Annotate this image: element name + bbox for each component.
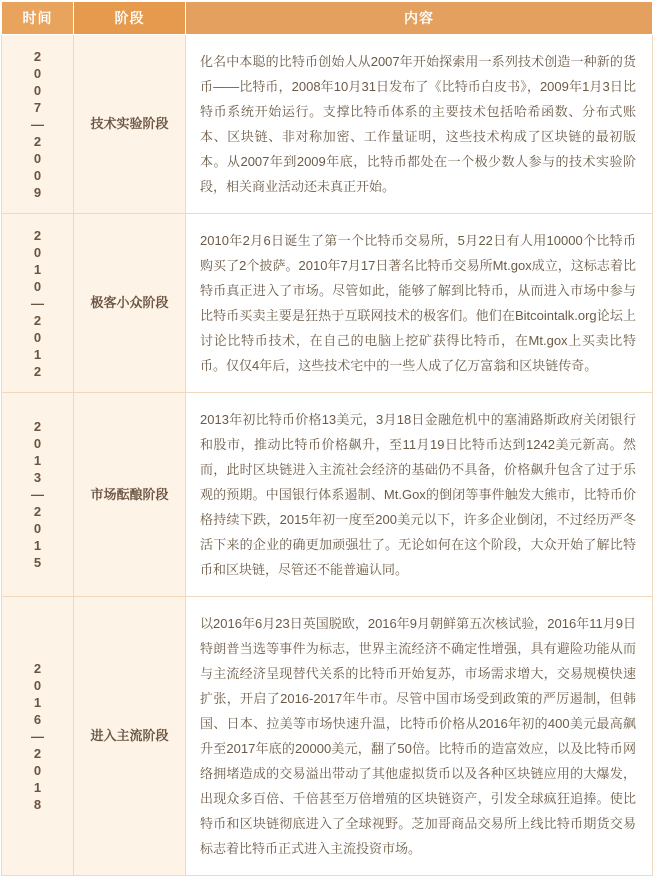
cell-content: 以2016年6月23日英国脱欧，2016年9月朝鲜第五次核试验，2016年11月9日特朗普当选等事件为标志，世界主流经济不确定性增强，具有避险功能从而与主流经济呈现替代关系的比特币开始复苏，市场需求增大，交易规模快速扩张，开启了2016-2017年牛市。尽管中国市场受到政策的严厉遏制，但韩国、日本、拉美等市场快速升温，比特币价格从2016年初的400美元最高飙升至2017年底的20000美元，翻了50倍。比特币的造富效应，以及比特币网络拥堵造成的交易溢出带动了其他虚拟货币以及各种区块链应用的大爆发，出现众多百倍、千倍甚至万倍增殖的区块链资产，引发全球疯狂追捧。使比特币和区块链彻底进入了全球视野。芝加哥商品交易所上线比特币期货交易标志着比特币正式进入主流投资市场。 xyxy=(186,597,653,876)
table-body xyxy=(2,35,653,876)
cell-stage: 进入主流阶段 xyxy=(74,597,186,876)
cell-content: 化名中本聪的比特币创始人从2007年开始探索用一系列技术创造一种新的货币——比特币，2008年10月31日发布了《比特币白皮书》，2009年1月3日比特币系统开始运行。支撑比特币体系的主要技术包括哈希函数、分布式账本、区块链、非对称加密、工作量证明，这些技术构成了区块链的最初版本。从2007年到2009年底，比特币都处在一个极少数人参与的技术实验阶段，相关商业活动还未真正开始。 xyxy=(186,35,653,214)
cell-stage: 极客小众阶段 xyxy=(74,214,186,393)
cell-time xyxy=(2,35,74,214)
time-value: 2013—2015 xyxy=(31,419,44,570)
cell-time xyxy=(2,214,74,393)
table-row xyxy=(2,214,653,393)
table-row xyxy=(2,597,653,876)
bitcoin-timeline-table xyxy=(1,1,653,876)
column-header-time: 时间 xyxy=(2,2,74,35)
cell-time xyxy=(2,597,74,876)
table-header xyxy=(2,2,653,35)
table-row xyxy=(2,35,653,214)
document-page xyxy=(0,1,653,876)
cell-stage: 市场酝酿阶段 xyxy=(74,393,186,597)
time-value: 2007—2009 xyxy=(31,48,44,200)
time-value: 2016—2018 xyxy=(31,660,44,812)
cell-content: 2010年2月6日诞生了第一个比特币交易所，5月22日有人用10000个比特币购买了2个披萨。2010年7月17日著名比特币交易所Mt.gox成立，这标志着比特币真正进入了市场。尽管如此，能够了解到比特币，从而进入市场中参与比特币买卖主要是狂热于互联网技术的极客们。他们在Bitcointalk.org论坛上讨论比特币技术，在自己的电脑上挖矿获得比特币，在Mt.gox上买卖比特币。仅仅4年后，这些技术宅中的一些人成了亿万富翁和区块链传奇。 xyxy=(186,214,653,393)
column-header-content: 内容 xyxy=(186,2,653,35)
table-header-row xyxy=(2,2,653,35)
cell-content: 2013年初比特币价格13美元，3月18日金融危机中的塞浦路斯政府关闭银行和股市，推动比特币价格飙升，至11月19日比特币达到1242美元新高。然而，此时区块链进入主流社会经济的基础仍不具备，价格飙升包含了过于乐观的预期。中国银行体系遏制、Mt.Gox的倒闭等事件触发大熊市，比特币价格持续下跌，2015年初一度至200美元以下，许多企业倒闭，不过经历严冬活下来的企业的确更加顽强壮了。无论如何在这个阶段，大众开始了解比特币和区块链，尽管还不能普遍认同。 xyxy=(186,393,653,597)
cell-stage: 技术实验阶段 xyxy=(74,35,186,214)
table-row xyxy=(2,393,653,597)
column-header-stage: 阶段 xyxy=(74,2,186,35)
cell-time xyxy=(2,393,74,597)
time-value: 2010—2012 xyxy=(31,227,44,379)
